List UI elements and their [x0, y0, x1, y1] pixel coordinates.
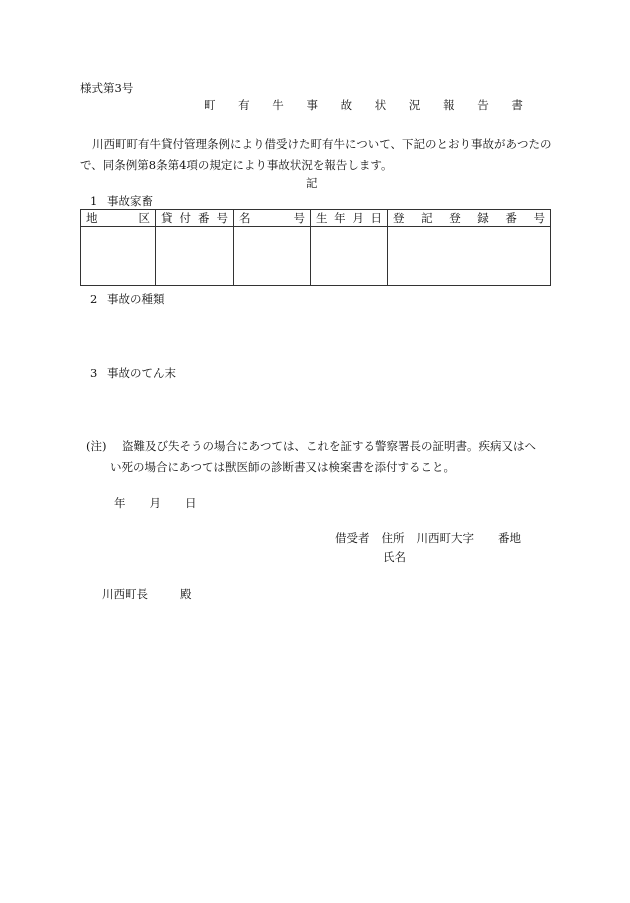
section-label: 事故家畜	[107, 194, 153, 208]
banchi-label: 番地	[498, 531, 521, 545]
borrower-line	[335, 531, 533, 545]
table-row	[81, 227, 551, 286]
address-label: 住所	[381, 531, 405, 545]
livestock-table	[80, 209, 551, 286]
section-number: 3	[90, 366, 98, 380]
addressee-name: 川西町長	[102, 587, 148, 601]
table-header-row	[81, 210, 551, 227]
note-text-line2: い死の場合にあつては獣医師の診断書又は検案書を添付すること。	[110, 460, 455, 474]
section-label: 事故の種類	[107, 292, 165, 306]
header-animal-name: 名 号	[234, 210, 311, 227]
name-label: 氏名	[383, 550, 406, 564]
cell-district[interactable]	[81, 227, 156, 286]
section-number: 2	[90, 292, 98, 306]
address-value: 川西町大字	[416, 531, 474, 545]
note-text-line1: 盗難及び失そうの場合にあつては、これを証する警察署長の証明書。疾病又はへ	[122, 439, 536, 453]
date-year: 年	[114, 496, 126, 510]
cell-birth-date[interactable]	[311, 227, 388, 286]
section-number: 1	[90, 194, 98, 208]
note-block	[86, 436, 556, 478]
section-1-heading	[90, 194, 153, 208]
header-registration-number: 登 記 登 録 番 号	[388, 210, 551, 227]
ki-heading: 記	[306, 176, 318, 190]
header-district: 地 区	[81, 210, 156, 227]
body-paragraph	[80, 134, 558, 176]
form-number: 様式第3号	[80, 81, 134, 95]
body-text: 川西町町有牛貸付管理条例により借受けた町有牛について、下記のとおり事故があつたので、同条例第8条第4項の規定により事故状況を報告します。	[80, 137, 552, 172]
addressee-honorific: 殿	[180, 587, 192, 601]
borrower-label: 借受者	[335, 531, 370, 545]
cell-registration-number[interactable]	[388, 227, 551, 286]
date-line	[114, 496, 221, 510]
section-2-heading	[90, 292, 165, 306]
header-loan-number: 貸 付 番 号	[156, 210, 234, 227]
cell-loan-number[interactable]	[156, 227, 234, 286]
document-title: 町 有 牛 事 故 状 況 報 告 書	[204, 98, 533, 112]
addressee-line	[102, 587, 192, 601]
date-month: 月	[149, 496, 161, 510]
section-3-heading	[90, 366, 176, 380]
cell-animal-name[interactable]	[234, 227, 311, 286]
header-birth-date: 生 年 月 日	[311, 210, 388, 227]
note-label: (注)	[86, 439, 107, 453]
date-day: 日	[185, 496, 197, 510]
section-label: 事故のてん末	[107, 366, 176, 380]
